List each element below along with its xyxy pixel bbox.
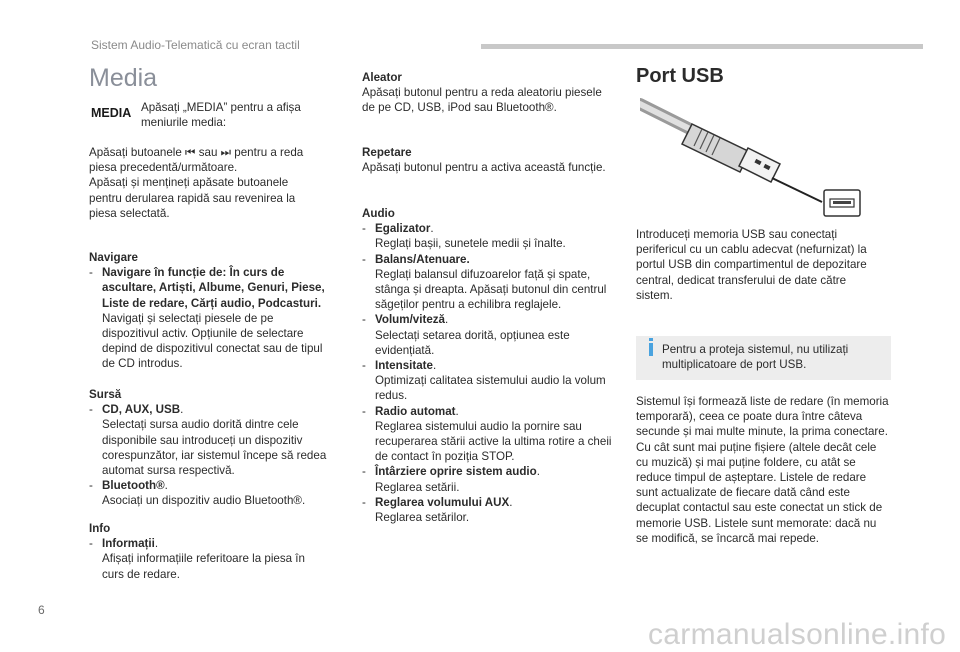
dash-bullet: - (89, 479, 93, 493)
audio-item-title: Intensitate (375, 359, 433, 373)
dash-bullet: - (362, 252, 366, 266)
list-item: - Radio automat. Reglarea sistemului audio la pornire sau recuperarea stării active la ultima rotire a cheii de contact în poziția STOP. (362, 404, 617, 465)
list-item: - Informații. Afișați informațiile referitoare la piesa în curs de redare. (89, 536, 329, 582)
watermark: carmanualsonline.info (648, 618, 947, 651)
repetare-text: Apăsați butonul pentru a activa această funcție. (362, 161, 606, 175)
usb-intro (636, 227, 886, 303)
repetare-section (362, 145, 622, 175)
aleator-heading: Aleator (362, 71, 402, 84)
audio-item-title: Volum/viteză (375, 313, 446, 327)
info-item-text: Afișați informațiile referitoare la piesa în curs de redare. (102, 552, 305, 581)
sursa-heading: Sursă (89, 388, 122, 401)
page-number: 6 (38, 603, 45, 617)
audio-item-text: Reglarea setării. (375, 480, 460, 494)
dash-bullet: - (89, 403, 93, 417)
info-icon (645, 338, 659, 356)
header-rule (481, 44, 923, 49)
repetare-heading: Repetare (362, 146, 412, 159)
audio-item-text: Selectați setarea dorită, opțiunea este evidențiată. (375, 328, 570, 357)
sursa-item1-text: Selectați sursa audio dorită dintre cele disponibile sau introduceți un dispozitiv corespunzător, iar sistemul începe să redea automat sursa respectivă. (102, 418, 327, 478)
list-item: - Întârziere oprire sistem audio. Reglarea setării. (362, 465, 540, 494)
audio-heading: Audio (362, 207, 395, 220)
dash-bullet: - (362, 495, 366, 509)
usb-playlists (636, 394, 891, 546)
navigare-item-text: Navigați și selectați piesele de pe dispozitivul activ. Opțiunile de selectare depind de dispozitivul conectat sau de tipul de CD introdus. (102, 311, 323, 371)
navigare-heading: Navigare (89, 251, 138, 264)
dash-bullet: - (362, 222, 366, 236)
dash-bullet: - (362, 359, 366, 373)
audio-item-title: Întârziere oprire sistem audio (375, 465, 537, 479)
audio-item-text: Reglarea setărilor. (375, 511, 470, 525)
note-text: Pentru a proteja sistemul, nu utilizați multiplicatoare de port USB. (662, 343, 849, 372)
aleator-text: Apăsați butonul pentru a reda aleatoriu piesele de pe CD, USB, iPod sau Bluetooth®. (362, 86, 602, 115)
list-item: - CD, AUX, USB. Selectați sursa audio dorită dintre cele disponibile sau introduceți un dispozitiv corespunzător, iar sistemul începe să redea automat sursa respectivă. (89, 402, 329, 478)
media-description-text: Apăsați „MEDIA” pentru a afișa meniurile media: (141, 101, 301, 130)
prev-next-text-1: Apăsați butoanele ⏮ sau ⏭ pentru a reda piesa precedentă/următoare. (89, 146, 304, 175)
usb-plug-illustration (640, 98, 870, 220)
sursa-section (89, 387, 329, 509)
dash-bullet: - (362, 313, 366, 327)
prev-next-paragraph (89, 145, 324, 221)
info-item-title: Informații (102, 537, 155, 551)
sursa-item2-title: Bluetooth® (102, 479, 165, 493)
list-item: - Bluetooth®. Asociați un dispozitiv audio Bluetooth®. (89, 479, 306, 508)
audio-item-text: Optimizați calitatea sistemului audio la volum redus. (375, 374, 606, 403)
navigare-item-title: Navigare în funcție de: În curs de ascultare, Artiști, Albume, Genuri, Piese, Liste de redare, Cărți audio, Podcasturi. (102, 266, 325, 310)
audio-item-text: Reglați bașii, sunetele medii și înalte. (375, 237, 566, 251)
audio-item-text: Reglarea sistemului audio la pornire sau recuperarea stării active la ultima rotire a cheii de contact în poziția STOP. (375, 419, 612, 464)
sursa-item1-title: CD, AUX, USB (102, 403, 181, 417)
prev-next-text-2: Apăsați și mențineți apăsate butoanele pentru derularea rapidă sau revenirea la piesa selectată. (89, 176, 296, 220)
navigare-section (89, 250, 327, 372)
aleator-section (362, 70, 614, 116)
list-item: - Volum/viteză. Selectați setarea dorită, opțiunea este evidențiată. (362, 312, 617, 358)
section-title-usb: Port USB (636, 65, 724, 87)
info-section (89, 521, 329, 582)
dash-bullet: - (89, 537, 93, 551)
usb-intro-text: Introduceți memoria USB sau conectați perifericul cu un cablu adecvat (nefurnizat) la portul USB din compartimentul de depozitare central, dedicat transferului de date către sistem. (636, 228, 867, 302)
running-header: Sistem Audio-Telematică cu ecran tactil (91, 38, 300, 52)
dash-bullet: - (362, 404, 366, 418)
list-item (362, 252, 617, 313)
info-heading: Info (89, 522, 111, 535)
section-title-media: Media (89, 64, 158, 92)
list-item (89, 265, 327, 371)
list-item: - Egalizator. Reglați bașii, sunetele medii și înalte. (362, 222, 566, 251)
list-item: - Reglarea volumului AUX. Reglarea setărilor. (362, 495, 513, 525)
sursa-item2-text: Asociați un dispozitiv audio Bluetooth®. (102, 494, 306, 508)
audio-item-title: Balans/Atenuare. (375, 252, 470, 266)
audio-item-text: Reglați balansul difuzoarelor față și spate, stânga și dreapta. Apăsați butonul din centrul săgeților pentru a echilibra reglajele. (375, 267, 607, 312)
audio-item-title: Egalizator (375, 222, 431, 236)
media-button-label: MEDIA (91, 106, 132, 120)
list-item: - Intensitate. Optimizați calitatea sistemului audio la volum redus. (362, 358, 617, 404)
audio-item-title: Radio automat (375, 404, 456, 418)
dash-bullet: - (89, 266, 93, 280)
audio-item-title: Reglarea volumului AUX (375, 495, 510, 509)
usb-playlists-text: Sistemul își formează liste de redare (în memoria temporară), ceea ce poate dura între câteva secunde și mai multe minute, la prima conectare. Cu cât sunt mai puține fișiere (altele decât cele cu muzică) și mai puține foldere, cu atât se reduce timpul de așteptare. Listele de redare sunt actualizate de fiecare dată când este decuplat contactul sau este conectat un stick de memorie USB. Listele sunt memorate: dacă nu se modifică, se încarcă mai repede. (636, 395, 889, 545)
audio-section (362, 206, 617, 525)
media-description (141, 100, 316, 130)
dash-bullet: - (362, 465, 366, 479)
